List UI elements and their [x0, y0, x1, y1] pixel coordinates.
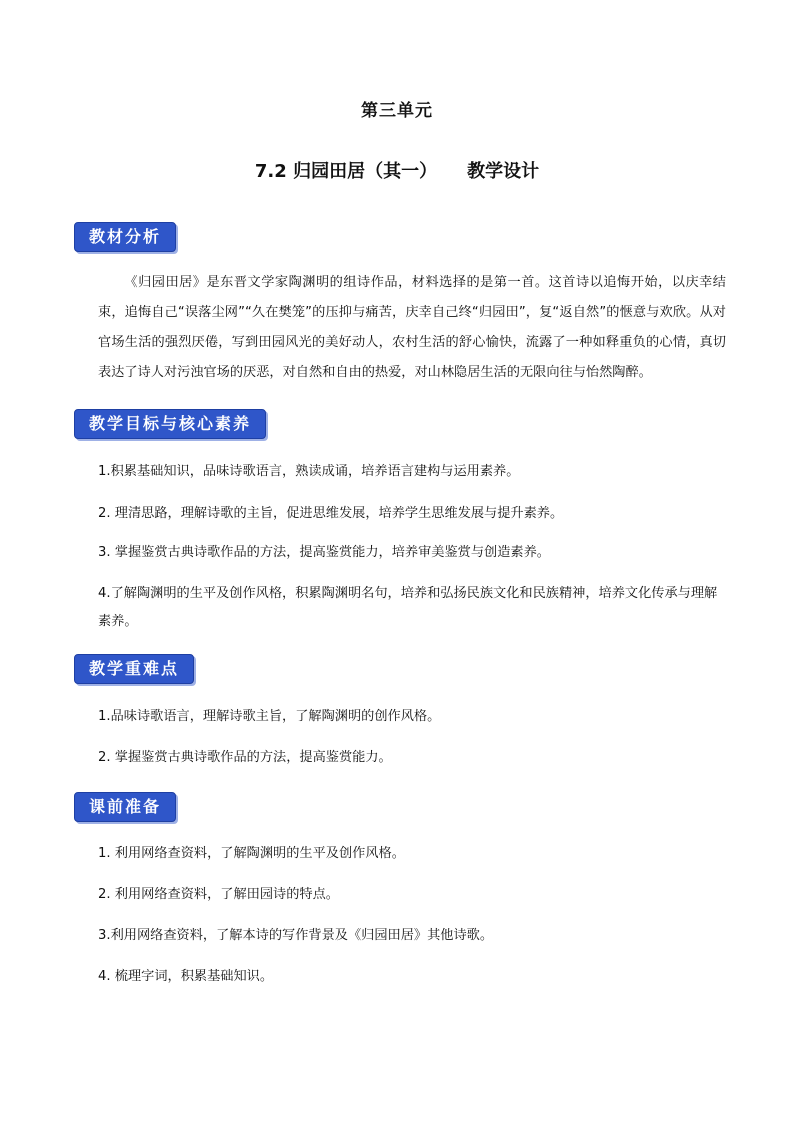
preparation-item: 3.利用网络查资料，了解本诗的写作背景及《归园田居》其他诗歌。: [98, 928, 494, 943]
lesson-number: 7.2: [254, 161, 287, 182]
lesson-name: 归园田居（其一）: [293, 161, 438, 182]
lesson-title: [0, 157, 794, 183]
key-point-item: 1.品味诗歌语言，理解诗歌主旨，了解陶渊明的创作风格。: [98, 709, 441, 724]
section-badge-goals: 教学目标与核心素养: [74, 409, 266, 439]
goal-item: 4.了解陶渊明的生平及创作风格，积累陶渊明名句，培养和弘扬民族文化和民族精神，培养文化传承与理解素养。: [98, 586, 718, 629]
section-badge-key-points: 教学重难点: [74, 654, 194, 684]
goal-item: 1.积累基础知识，品味诗歌语言，熟读成诵，培养语言建构与运用素养。: [98, 464, 520, 479]
analysis-paragraph: 《归园田居》是东晋文学家陶渊明的组诗作品，材料选择的是第一首。这首诗以追悔开始，以庆幸结束，追悔自己“误落尘网”“久在樊笼”的压抑与痛苦，庆幸自己终“归园田”，复“返自然”的惬意与欢欣。从对官场生活的强烈厌倦，写到田园风光的美好动人，农村生活的舒心愉快，流露了一种如释重负的心情，真切表达了诗人对污浊官场的厌恶，对自然和自由的热爱，对山林隐居生活的无限向往与怡然陶醉。: [98, 275, 726, 380]
key-point-item: 2. 掌握鉴赏古典诗歌作品的方法，提高鉴赏能力。: [98, 750, 392, 765]
section-badge-analysis: 教材分析: [74, 222, 176, 252]
section-badge-preparation: 课前准备: [74, 792, 176, 822]
goal-item: 2. 理清思路，理解诗歌的主旨，促进思维发展，培养学生思维发展与提升素养。: [98, 506, 564, 521]
preparation-item: 1. 利用网络查资料，了解陶渊明的生平及创作风格。: [98, 846, 405, 861]
unit-title: 第三单元: [361, 101, 433, 121]
preparation-item: 4. 梳理字词，积累基础知识。: [98, 969, 274, 984]
lesson-suffix: 教学设计: [467, 161, 540, 182]
goal-item: 3. 掌握鉴赏古典诗歌作品的方法，提高鉴赏能力，培养审美鉴赏与创造素养。: [98, 545, 550, 560]
preparation-item: 2. 利用网络查资料，了解田园诗的特点。: [98, 887, 339, 902]
